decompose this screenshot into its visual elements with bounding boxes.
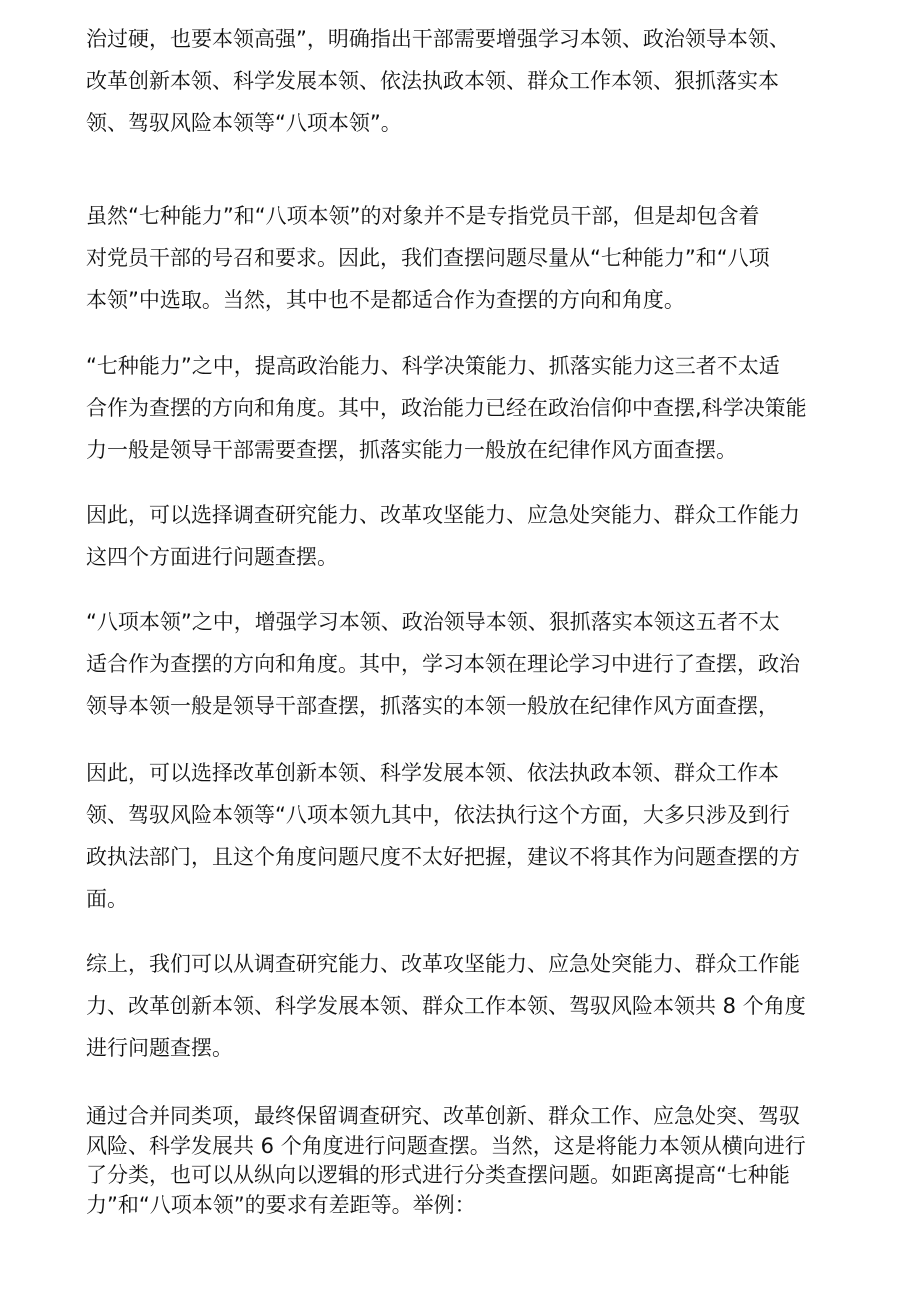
text-line: 进行问题查摆。 xyxy=(86,1036,233,1060)
text-line: 虽然“七种能力”和“八项本领”的对象并不是专指党员干部，但是却包含着 xyxy=(86,204,760,228)
text-line: 领导本领一般是领导干部查摆，抓落实的本领一般放在纪律作风方面查摆， xyxy=(86,694,779,718)
text-line: 综上，我们可以从调查研究能力、改革攻坚能力、应急处突能力、群众工作能 xyxy=(86,952,800,976)
text-line: 适合作为查摆的方向和角度。其中，学习本领在理论学习中进行了查摆，政治 xyxy=(86,652,800,676)
text-line: 治过硬，也要本领高强”，明确指出干部需要增强学习本领、政治领导本领、 xyxy=(86,27,790,51)
text-line: 这四个方面进行问题查摆。 xyxy=(86,545,338,569)
text-line: “七种能力”之中，提高政治能力、科学决策能力、抓落实能力这三者不太适 xyxy=(86,354,780,378)
text-line: 力、改革创新本领、科学发展本领、群众工作本领、驾驭风险本领共 8 个角度 xyxy=(86,994,806,1018)
paragraph-four-abilities-choice xyxy=(86,494,800,578)
text-line: “八项本领”之中，增强学习本领、政治领导本领、狠抓落实本领这五者不太 xyxy=(86,610,780,634)
text-line: 本领”中选取。当然，其中也不是都适合作为查摆的方向和角度。 xyxy=(86,288,685,312)
text-line: 合作为查摆的方向和角度。其中，政治能力已经在政治信仰中查摆,科学决策能 xyxy=(86,396,807,420)
text-line: 风险、科学发展共 6 个角度进行问题查摆。当然，这是将能力本领从横向进行 xyxy=(86,1133,806,1158)
text-line: 面。 xyxy=(86,887,128,911)
text-line: 领、驾驭风险本领等“八项本领九其中，依法执行这个方面，大多只涉及到行 xyxy=(86,803,790,827)
paragraph-final-merge xyxy=(86,1102,806,1220)
text-line: 因此，可以选择改革创新本领、科学发展本领、依法执政本领、群众工作本 xyxy=(86,761,779,785)
paragraph-seven-abilities-analysis xyxy=(86,345,807,471)
text-line: 因此，可以选择调查研究能力、改革攻坚能力、应急处突能力、群众工作能力 xyxy=(86,503,800,527)
paragraph-skills-choice xyxy=(86,752,800,920)
text-line: 政执法部门，且这个角度问题尺度不太好把握，建议不将其作为问题查摆的方 xyxy=(86,845,800,869)
paragraph-summary xyxy=(86,943,806,1069)
text-line: 通过合并同类项，最终保留调查研究、改革创新、群众工作、应急处突、驾驭 xyxy=(86,1104,800,1128)
paragraph-eight-skills-analysis xyxy=(86,601,800,727)
text-line: 了分类，也可以从纵向以逻辑的形式进行分类查摆问题。如距离提高“七种能 xyxy=(86,1163,790,1187)
text-line: 力一般是领导干部需要查摆，抓落实能力一般放在纪律作风方面查摆。 xyxy=(86,438,737,462)
text-line: 对党员干部的号召和要求。因此，我们查摆问题尽量从“七种能力”和“八项 xyxy=(86,246,770,270)
text-line: 改革创新本领、科学发展本领、依法执政本领、群众工作本领、狠抓落实本 xyxy=(86,69,779,93)
text-line: 领、驾驭风险本领等“八项本领”。 xyxy=(86,111,402,135)
text-line: 力”和“八项本领”的要求有差距等。举例： xyxy=(86,1192,476,1217)
paragraph-eight-skills-intro xyxy=(86,18,790,144)
paragraph-scope-note xyxy=(86,195,770,321)
